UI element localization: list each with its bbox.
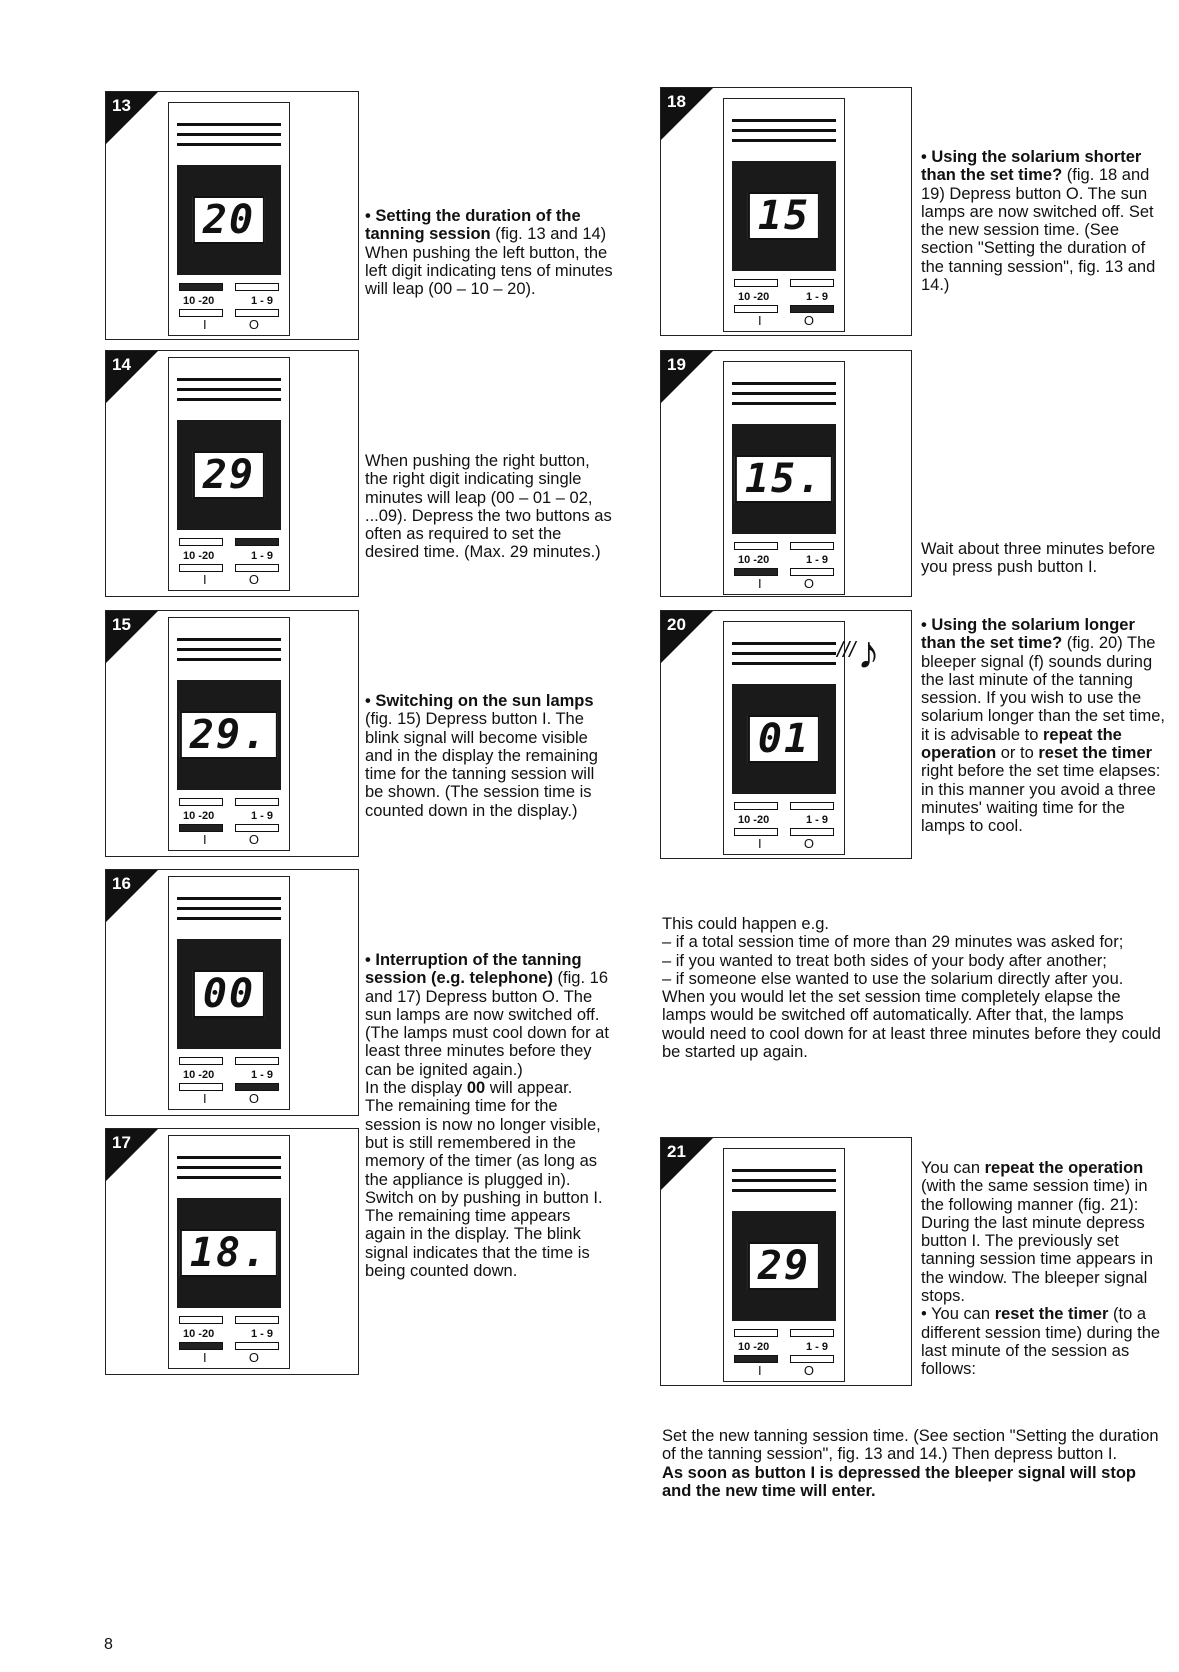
figure-20 <box>660 610 912 859</box>
timer-panel: 18. 10 -20 1 - 9 I O <box>168 1135 290 1369</box>
timer-panel: 29. 10 -20 1 - 9 I O <box>168 617 290 851</box>
figure-number: 14 <box>112 355 131 374</box>
figure-17 <box>105 1128 359 1375</box>
display-digits: 20 <box>193 196 265 244</box>
display-digits: 00 <box>193 970 265 1018</box>
timer-panel: 15 10 -20 1 - 9 I O <box>723 98 845 332</box>
figure-16 <box>105 869 359 1116</box>
text-shorter: • Using the solarium shorter than the set time? (fig. 18 and 19) Depress button O. The sun lamps are now switched off. Set the new session time. (See section "Setting the duration of the tanning session", fig. 13 and 14.) <box>921 148 1156 295</box>
text-interruption: • Interruption of the tanning session (e.g. telephone) (fig. 16 and 17) Depress button O. The sun lamps are now switched off. (The lamps must cool down for at least three minutes before they can be ignited again.) In the display 00 will appear. The remaining time for the session is now no longer visible, but is still remembered in the memory of the timer (as long as the appliance is plugged in). Switch on by pushing in button I. The remaining time appears again in the display. The blink signal indicates that the time is being counted down. <box>365 951 609 1281</box>
timer-display <box>177 1198 281 1308</box>
text-right-button: When pushing the right button, the right digit indicating single minutes will leap (00 – 01 – 02, ...09). Depress the two buttons as often as required to set the desired time. (Max. 29 minutes.) <box>365 452 612 562</box>
timer-display <box>732 1211 836 1321</box>
timer-display <box>177 939 281 1049</box>
display-digits: 29. <box>180 711 278 759</box>
text-final: Set the new tanning session time. (See section "Setting the duration of the tanning session", fig. 13 and 14.) Then depress button I. As soon as button I is depressed the bleeper signal will stop and the new time will enter. <box>662 1427 1159 1500</box>
figure-number: 16 <box>112 874 131 893</box>
text-could-happen: This could happen e.g. – if a total session time of more than 29 minutes was asked for; – if you wanted to treat both sides of your body after another; – if someone else wanted to use the solarium directly after you. When you would let the set session time completely elapse the lamps would be switched off automatically. After that, the lamps would need to cool down for at least three minutes before they could be started up again. <box>662 915 1161 1062</box>
figure-number: 18 <box>667 92 686 111</box>
timer-display <box>177 420 281 530</box>
figure-number: 20 <box>667 615 686 634</box>
bleeper-note-icon: ♪ <box>857 626 880 678</box>
page-number: 8 <box>104 1636 113 1653</box>
timer-panel: 15. 10 -20 1 - 9 I O <box>723 361 845 595</box>
timer-panel: 29 10 -20 1 - 9 I O <box>723 1148 845 1382</box>
timer-display <box>732 161 836 271</box>
sound-waves-icon: /// <box>837 637 856 662</box>
text-repeat: You can repeat the operation (with the same session time) in the following manner (fig. 21): During the last minute depress button I. The previously set tanning session time appears in the window. The bleeper signal stops. • You can reset the timer (to a different session time) during the last minute of the session as follows: <box>921 1159 1161 1379</box>
timer-display <box>177 165 281 275</box>
text-setting-duration: • Setting the duration of the tanning session (fig. 13 and 14) When pushing the left button, the left digit indicating tens of minutes will leap (00 – 10 – 20). <box>365 207 613 299</box>
text-switching-on: • Switching on the sun lamps (fig. 15) Depress button I. The blink signal will become visible and in the display the remaining time for the tanning session will be shown. (The session time is counted down in the display.) <box>365 692 598 820</box>
display-digits: 15. <box>735 455 833 503</box>
figure-number: 21 <box>667 1142 686 1161</box>
bullet-2: – if you wanted to treat both sides of your body after another; <box>662 951 1107 970</box>
bullet-1: – if a total session time of more than 29 minutes was asked for; <box>662 933 1124 952</box>
figure-18 <box>660 87 912 336</box>
figure-15 <box>105 610 359 857</box>
timer-display <box>732 424 836 534</box>
figure-number: 19 <box>667 355 686 374</box>
timer-panel: 01 10 -20 1 - 9 I O <box>723 621 845 855</box>
timer-display <box>732 684 836 794</box>
figure-number: 15 <box>112 615 131 634</box>
figure-13 <box>105 91 359 340</box>
figure-19 <box>660 350 912 597</box>
bullet-3: – if someone else wanted to use the solarium directly after you. <box>662 969 1124 988</box>
display-digits: 18. <box>180 1229 278 1277</box>
figure-number: 13 <box>112 96 131 115</box>
timer-display <box>177 680 281 790</box>
display-digits: 29 <box>193 451 265 499</box>
text-longer: • Using the solarium longer than the set time? (fig. 20) The bleeper signal (f) sounds during the last minute of the tanning session. If you wish to use the solarium longer than the set time, it is advisable to repeat the operation or to reset the timer right before the set time elapses: in this manner you avoid a three minutes' waiting time for the lamps to cool. <box>921 616 1165 836</box>
figure-21 <box>660 1137 912 1386</box>
figure-14 <box>105 350 359 597</box>
text-wait: Wait about three minutes before you press push button I. <box>921 540 1156 577</box>
timer-panel: 29 10 -20 1 - 9 I O <box>168 357 290 591</box>
figure-number: 17 <box>112 1133 131 1152</box>
timer-panel: 20 10 -20 1 - 9 I O <box>168 102 290 336</box>
timer-panel: 00 10 -20 1 - 9 I O <box>168 876 290 1110</box>
display-digits: 01 <box>748 715 820 763</box>
display-digits: 15 <box>748 192 820 240</box>
display-digits: 29 <box>748 1242 820 1290</box>
